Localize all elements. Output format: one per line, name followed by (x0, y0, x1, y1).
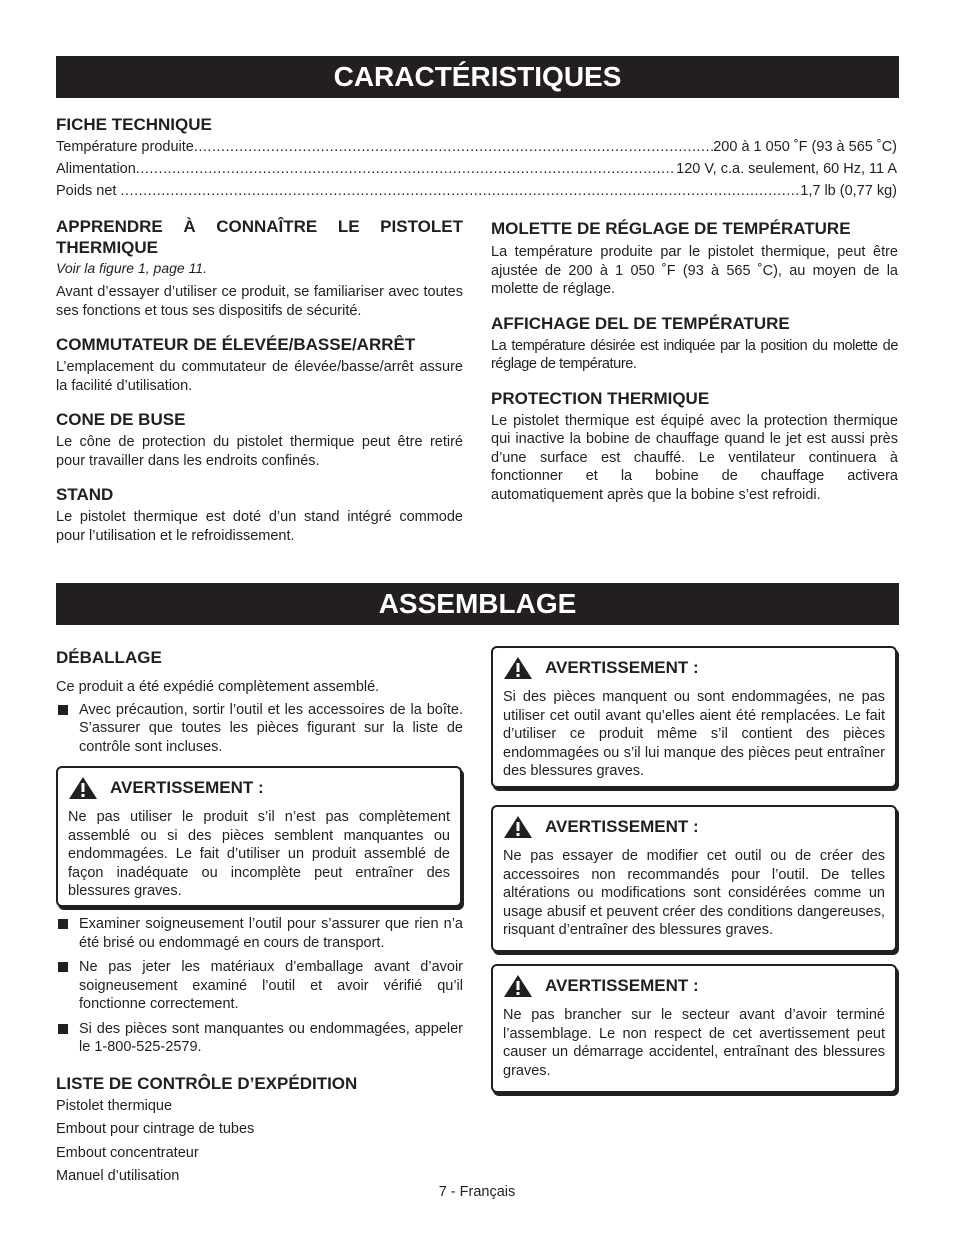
molette-heading: MOLETTE DE RÉGLAGE DE TEMPÉRATURE (491, 219, 851, 238)
spec-value: 200 à 1 050 ˚F (93 à 565 ˚C) (713, 139, 897, 155)
commutateur-heading: COMMUTATEUR DE ÉLEVÉE/BASSE/ARRÊT (56, 335, 416, 354)
warning-title-text: AVERTISSEMENT : (110, 778, 264, 797)
checklist (56, 1095, 463, 1189)
molette-body: La température produite par le pistolet thermique, peut être ajustée de 200 à 1 050 ˚F (93 à 565 ˚C), au moyen de la molette de réglage. (491, 244, 898, 297)
spec-value: 1,7 lb (0,77 kg) (800, 183, 897, 199)
list-item (56, 958, 463, 1014)
spec-row-poids (56, 180, 897, 202)
bullet-text: Examiner soigneusement l’outil pour s’assurer que rien n’a été brisé ou endommagé en cours de transport. (79, 916, 463, 951)
checklist-item: Manuel d’utilisation (56, 1168, 180, 1184)
spec-label: Poids net (56, 183, 121, 199)
features-left-column (56, 216, 463, 545)
bullet-square-icon (58, 962, 68, 972)
affichage-heading: AFFICHAGE DEL DE TEMPÉRATURE (491, 313, 790, 333)
checklist-item: Embout concentrateur (56, 1144, 199, 1161)
bullet-square-icon (58, 705, 68, 715)
warning-body: Ne pas brancher sur le secteur avant d’avoir terminé l’assemblage. Le non respect de cet avertissement peut causer un démarrage accidentel, entraînant des blessures graves. (503, 1007, 885, 1079)
warning-title (503, 815, 885, 839)
commutateur-body: L’emplacement du commutateur de élevée/basse/arrêt assure la facilité d’utilisation. (56, 359, 463, 394)
warning-title (503, 974, 885, 998)
affichage-body: La température désirée est indiquée par la position du molette de réglage de température. (491, 337, 898, 372)
bullet-text: Avec précaution, sortir l’outil et les accessoires de la boîte. S’assurer que toutes les pièces figurant sur la liste de contrôle sont incluses. (79, 701, 463, 755)
warning-body: Ne pas essayer de modifier cet outil ou de créer des accessoires non recommandés pour l’outil. De telles altérations ou modifications sont considérées comme un usage abusif et peuvent créer des conditions dangereuses, risquant d’entraîner des blessures graves. (503, 848, 885, 938)
spec-label: Alimentation (56, 161, 136, 177)
bullet-square-icon (58, 1024, 68, 1034)
apprendre-heading-line2: THERMIQUE (56, 238, 158, 257)
spec-row-temperature (56, 136, 897, 158)
warning-title-text: AVERTISSEMENT : (545, 976, 699, 995)
leader-dots (136, 158, 676, 180)
features-right-column (491, 218, 898, 504)
deballage-heading: DÉBALLAGE (56, 648, 162, 667)
figure-reference: Voir la figure 1, page 11. (56, 260, 207, 276)
warning-title (68, 776, 450, 800)
warning-box-modifications (491, 805, 897, 952)
bullet-text: Ne pas jeter les matériaux d’emballage avant d’avoir soigneusement examiné l’outil et avoir vérifié qu’il fonctionne correctement. (79, 959, 463, 1012)
warning-title-text: AVERTISSEMENT : (545, 658, 699, 677)
spec-value: 120 V, c.a. seulement, 60 Hz, 11 A (676, 161, 897, 177)
warning-triangle-icon (503, 974, 533, 998)
apprendre-body: Avant d’essayer d’utiliser ce produit, se familiariser avec toutes ses fonctions et tous ses dispositifs de sécurité. (56, 284, 463, 319)
fiche-technique-heading: FICHE TECHNIQUE (56, 115, 212, 134)
warning-title (503, 656, 885, 680)
list-item (56, 701, 463, 757)
deballage-bullets (56, 915, 463, 1189)
list-item (56, 915, 463, 952)
leader-dots (194, 136, 713, 158)
caracteristiques-banner: CARACTÉRISTIQUES (56, 56, 899, 98)
assemblage-left-column (56, 647, 463, 756)
apprendre-heading-line1: APPRENDRE À CONNAÎTRE LE PISTOLET (56, 217, 463, 236)
deballage-intro: Ce produit a été expédié complètement assemblé. (56, 679, 380, 695)
stand-body: Le pistolet thermique est doté d’un stand intégré commode pour l’utilisation et le refroidissement. (56, 509, 463, 544)
leader-dots (121, 180, 801, 202)
liste-heading: LISTE DE CONTRÔLE D’EXPÉDITION (56, 1073, 358, 1093)
protection-heading: PROTECTION THERMIQUE (491, 388, 710, 408)
spec-label: Température produite (56, 139, 194, 155)
spec-row-alimentation (56, 158, 897, 180)
bullet-text: Si des pièces sont manquantes ou endommagées, appeler le 1-800-525-2579. (79, 1020, 463, 1055)
page-footer: 7 - Français (438, 1184, 516, 1200)
warning-box-assembly (56, 766, 462, 907)
stand-heading: STAND (56, 485, 114, 504)
checklist-item: Pistolet thermique (56, 1097, 173, 1114)
warning-triangle-icon (68, 776, 98, 800)
fiche-technique (56, 114, 897, 202)
warning-triangle-icon (503, 656, 533, 680)
cone-heading: CONE DE BUSE (56, 410, 186, 429)
warning-box-missing-parts (491, 646, 897, 788)
warning-triangle-icon (503, 815, 533, 839)
warning-body: Ne pas utiliser le produit s’il n’est pas complètement assemblé ou si des pièces semblent manquantes ou endommagées. Le fait d’utiliser un produit assemblé de façon inadéquate ou incomplète peut entraîner des blessures graves. (68, 809, 450, 899)
list-item (56, 1020, 463, 1057)
protection-body: Le pistolet thermique est équipé avec la protection thermique qui inactive la bobine de chauffage quand le jet est aussi près d’une surface est chauffé. Le ventilateur continuera à fonctionner et la bobine de chauffage activera automatiquement après que la bobine s’est refroidi. (491, 412, 898, 503)
cone-body: Le cône de protection du pistolet thermique peut être retiré pour travailler dans les endroits confinés. (56, 434, 463, 469)
assemblage-banner: ASSEMBLAGE (56, 583, 899, 625)
checklist-item: Embout pour cintrage de tubes (56, 1121, 255, 1137)
warning-body: Si des pièces manquent ou sont endommagées, ne pas utiliser cet outil avant qu’elles aient été remplacées. Le fait d’utiliser ce produit même s’il contient des pièces endommagées ou s’il lui manque des pièces peut entraîner des blessures graves. (503, 689, 885, 779)
warning-box-power (491, 964, 897, 1093)
warning-title-text: AVERTISSEMENT : (545, 817, 699, 836)
bullet-square-icon (58, 919, 68, 929)
